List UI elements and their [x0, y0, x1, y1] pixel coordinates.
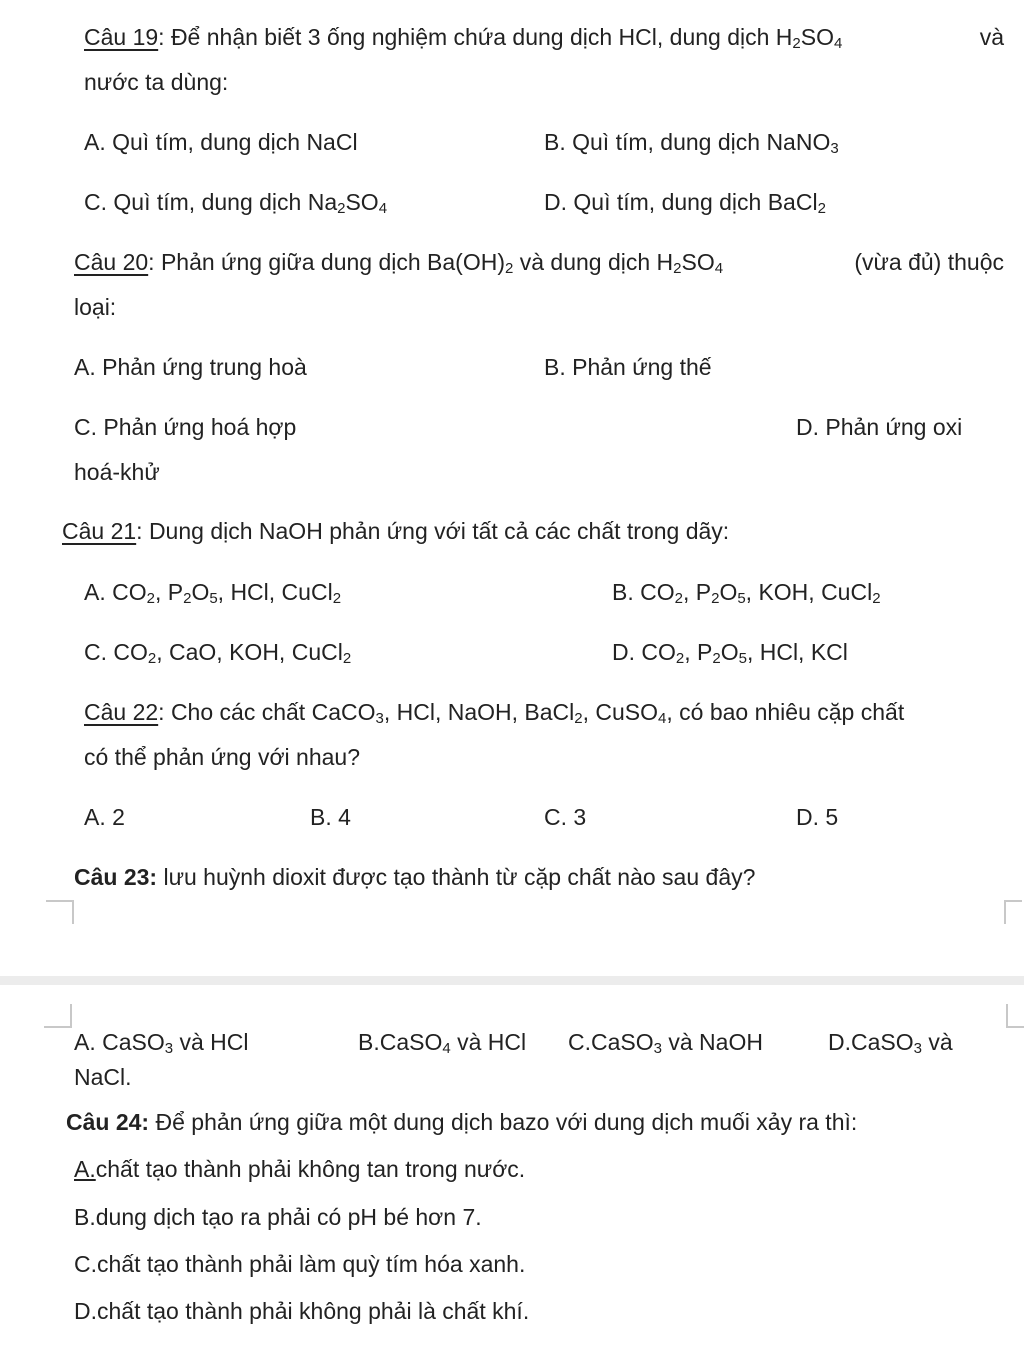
page-corner-mark	[44, 1004, 72, 1028]
q23-stem: Câu 23: lưu huỳnh dioxit được tạo thành từ cặp chất nào sau đây?	[74, 864, 756, 890]
q21-option-c: C. $CO_2$, CaO, KOH, CuCl$_2$	[84, 639, 352, 667]
q19-option-c: C. Quì tím, dung dịch $Na_2SO_4$	[84, 189, 388, 217]
q20-option-b: B. Phản ứng thế	[544, 354, 712, 380]
q20-stem-cont: loại:	[74, 294, 117, 320]
q23-option-b: B.CaSO$_4$ và HCl	[358, 1029, 527, 1057]
q24-option-b: B.dung dịch tạo ra phải có pH bé hơn 7.	[74, 1204, 482, 1230]
q24-stem: Câu 24: Để phản ứng giữa một dung dịch bazo với dung dịch muối xảy ra thì:	[66, 1109, 858, 1135]
q23-option-d: D.CaSO$_3$ và	[828, 1029, 953, 1057]
q19-option-d: D. Quì tím, dung dịch BaCl$_2$	[544, 189, 826, 217]
page-break	[0, 976, 1024, 985]
q22-stem-cont: có thể phản ứng với nhau?	[84, 744, 361, 770]
page-corner-mark	[1006, 1004, 1024, 1028]
q19-stem: Câu 19: Để nhận biết 3 ống nghiệm chứa dung dịch HCl, dung dịch $H_2SO_4$ và	[84, 24, 1004, 52]
q21-option-a: A. $CO_2$, $P_2O_5$, HCl, CuCl$_2$	[84, 579, 342, 607]
page-corner-mark	[46, 900, 74, 924]
q21-option-d: D. $CO_2$, $P_2O_5$, HCl, KCl	[612, 639, 848, 667]
q24-option-a: A.chất tạo thành phải không tan trong nước.	[74, 1156, 526, 1182]
q21-label: Câu 21	[62, 518, 137, 544]
q21-stem: Câu 21: Dung dịch NaOH phản ứng với tất cả các chất trong dãy:	[62, 518, 730, 544]
q21-option-b: B. $CO_2$, $P_2O_5$, KOH, CuCl$_2$	[612, 579, 881, 607]
q20-label: Câu 20	[74, 249, 149, 275]
q23-label: Câu 23:	[74, 864, 158, 890]
q19-option-a: A. Quì tím, dung dịch NaCl	[84, 129, 358, 155]
q19-text: : Để nhận biết 3 ống nghiệm chứa dung dịch HCl, dung dịch H	[158, 24, 793, 50]
page-corner-mark	[1004, 900, 1022, 924]
q20-stem: Câu 20: Phản ứng giữa dung dịch $Ba(OH)_2$ và dung dịch $H_2SO_4$ (vừa đủ) thuộc	[74, 249, 1004, 277]
q22-option-d: D. 5	[796, 804, 839, 830]
q24-option-d: D.chất tạo thành phải không phải là chất khí.	[74, 1298, 530, 1324]
q20-option-a: A. Phản ứng trung hoà	[74, 354, 307, 380]
q20-option-d: D. Phản ứng oxi	[796, 414, 963, 440]
q19-label: Câu 19	[84, 24, 159, 50]
q20-option-c: C. Phản ứng hoá hợp	[74, 414, 297, 440]
q24-label: Câu 24:	[66, 1109, 150, 1135]
q23-option-d-cont: NaCl.	[74, 1064, 132, 1090]
q19-stem-cont: nước ta dùng:	[84, 69, 229, 95]
q23-option-c: C.CaSO$_3$ và NaOH	[568, 1029, 763, 1057]
q22-option-a: A. 2	[84, 804, 125, 830]
q22-label: Câu 22	[84, 699, 159, 725]
q22-option-c: C. 3	[544, 804, 587, 830]
q23-option-a: A. CaSO$_3$ và HCl	[74, 1029, 249, 1057]
q24-option-c: C.chất tạo thành phải làm quỳ tím hóa xanh.	[74, 1251, 526, 1277]
q22-stem: Câu 22: Cho các chất CaCO$_3$, HCl, NaOH, BaCl$_2$, CuSO$_4$, có bao nhiêu cặp chất	[84, 699, 905, 727]
q22-option-b: B. 4	[310, 804, 351, 830]
q19-option-b: B. Quì tím, dung dịch NaNO$_3$	[544, 129, 839, 157]
q20-option-d-cont: hoá-khử	[74, 459, 160, 485]
